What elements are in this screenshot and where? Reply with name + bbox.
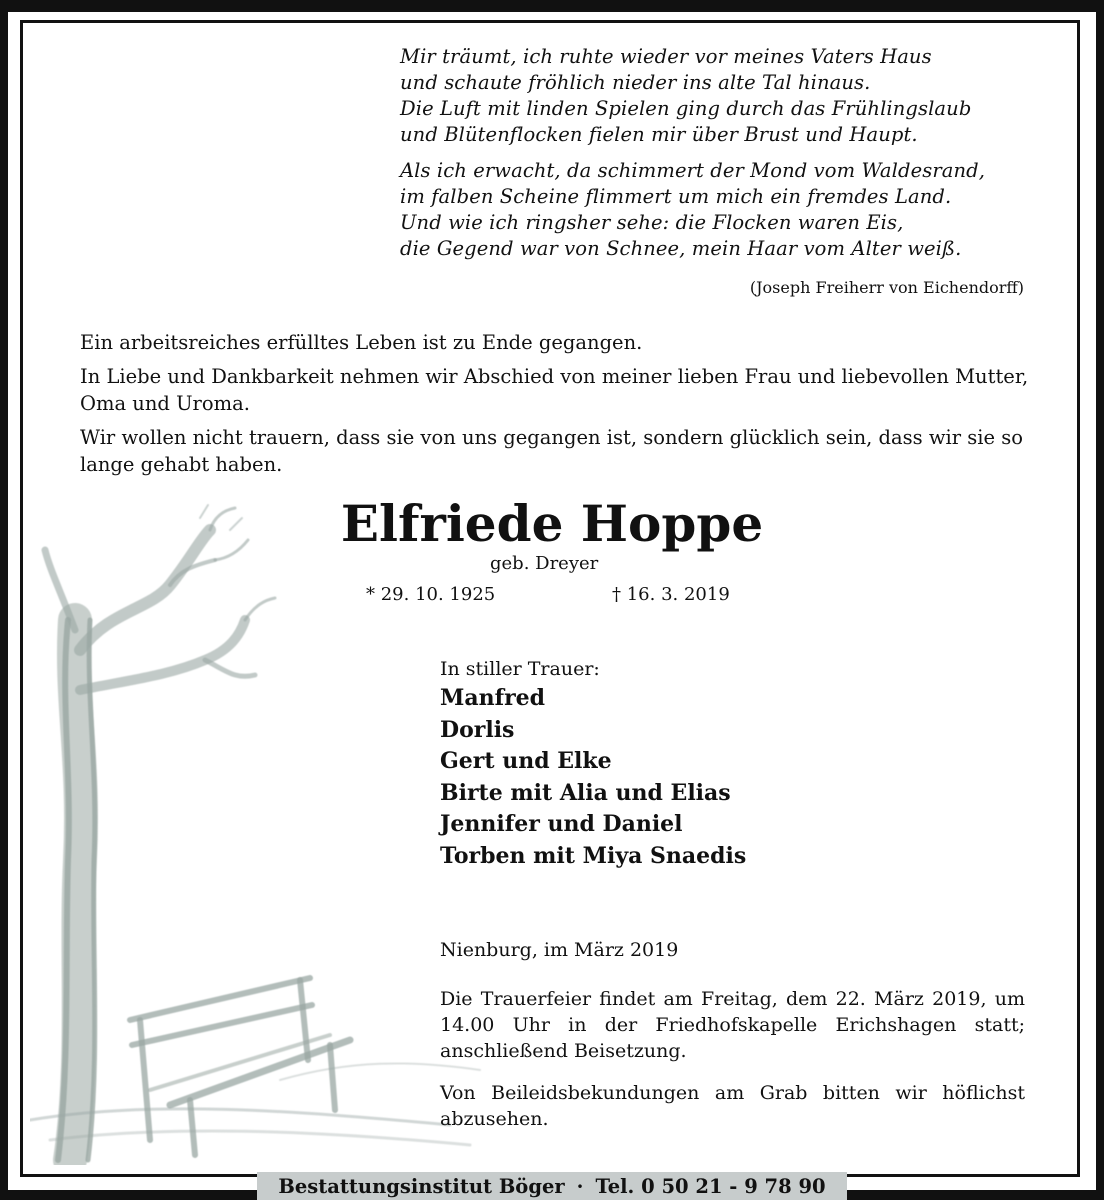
mourner-name: Torben mit Miya Snaedis xyxy=(440,842,747,869)
poem-line: und Blütenflocken fielen mir über Brust und Haupt. xyxy=(400,123,918,146)
footer-separator: · xyxy=(576,1174,584,1198)
birth-date: * 29. 10. 1925 xyxy=(366,584,496,605)
mourner-name: Dorlis xyxy=(440,716,515,743)
mourner-name: Jennifer und Daniel xyxy=(440,811,683,837)
intro-paragraph: Wir wollen nicht trauern, dass sie von uns gegangen ist, sondern glücklich sein, dass wir sie so lange gehabt haben. xyxy=(80,426,1024,476)
condolence-note: Von Beileidsbekundungen am Grab bitten wir höflichst abzusehen. xyxy=(440,1082,1025,1130)
poem-line: Als ich erwacht, da schimmert der Mond vom Waldesrand, xyxy=(400,159,986,182)
poem-line: und schaute fröhlich nieder ins alte Tal hinaus. xyxy=(400,71,871,94)
intro-text xyxy=(80,329,1030,485)
page-edge-right xyxy=(1096,0,1104,1200)
deceased-name: Elfriede Hoppe xyxy=(340,494,764,553)
place-date: Nienburg, im März 2019 xyxy=(440,939,679,961)
mourner-name: Manfred xyxy=(440,685,546,711)
poem-line: im falben Scheine flimmert um mich ein fremdes Land. xyxy=(400,185,952,208)
funeral-info: Die Trauerfeier findet am Freitag, dem 22. März 2019, um 14.00 Uhr in der Friedhofskapelle Erichshagen statt; anschließend Beisetzung. xyxy=(440,988,1025,1062)
poem-line: Mir träumt, ich ruhte wieder vor meines Vaters Haus xyxy=(400,45,932,68)
intro-paragraph: Ein arbeitsreiches erfülltes Leben ist zu Ende gegangen. xyxy=(80,331,643,354)
poem-stanza-1 xyxy=(400,44,1040,148)
poem-stanza-2 xyxy=(400,158,1040,262)
funeral-home-name: Bestattungsinstitut Böger xyxy=(278,1174,565,1198)
mourning-label: In stiller Trauer: xyxy=(440,658,600,680)
funeral-home-footer xyxy=(257,1172,847,1200)
intro-paragraph: In Liebe und Dankbarkeit nehmen wir Abschied von meiner lieben Frau und liebevollen Mutter, Oma und Uroma. xyxy=(80,365,1029,415)
poem xyxy=(400,44,1040,272)
funeral-home-phone: Tel. 0 50 21 - 9 78 90 xyxy=(595,1174,826,1198)
poem-line: die Gegend war von Schnee, mein Haar vom Alter weiß. xyxy=(400,237,962,260)
page-edge-left xyxy=(0,0,8,1200)
maiden-name: geb. Dreyer xyxy=(490,553,599,574)
poem-line: Und wie ich ringsher sehe: die Flocken waren Eis, xyxy=(400,211,904,234)
death-date: † 16. 3. 2019 xyxy=(612,584,730,605)
poem-line: Die Luft mit linden Spielen ging durch das Frühlingslaub xyxy=(400,97,972,120)
mourner-name: Birte mit Alia und Elias xyxy=(440,779,731,806)
poem-author: (Joseph Freiherr von Eichendorff) xyxy=(749,278,1024,297)
mourner-name: Gert und Elke xyxy=(440,748,612,774)
page-edge-top xyxy=(0,0,1104,12)
deceased-name-row xyxy=(0,492,1104,556)
mourners-block xyxy=(440,655,1040,872)
